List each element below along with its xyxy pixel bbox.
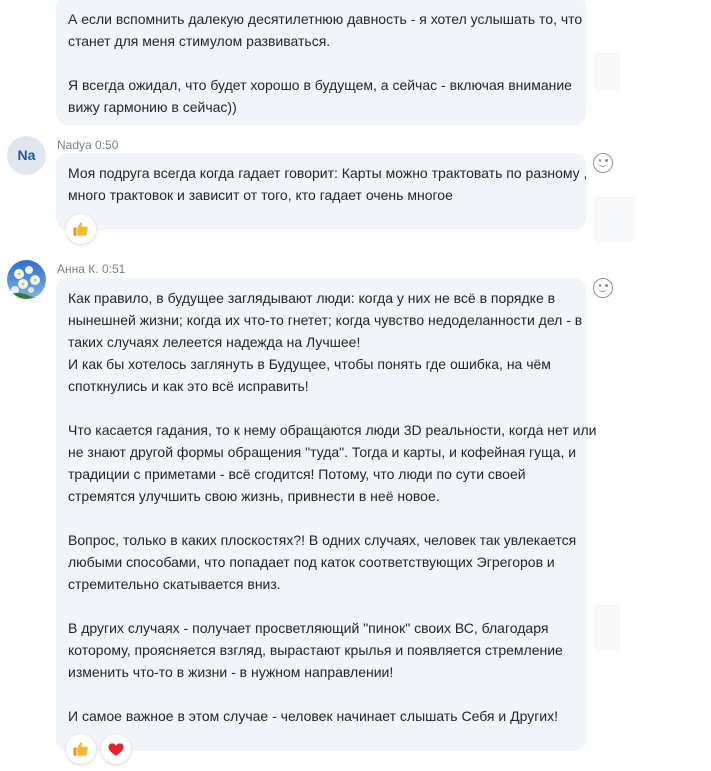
- message-line: [68, 507, 574, 529]
- message-line: И самое важное в этом случае - человек начинает слышать Себя и Других!: [68, 708, 559, 724]
- heart-icon: [107, 740, 125, 758]
- message-line: стремятся улучшить свою жизнь, привнести в неё новое.: [68, 488, 440, 504]
- message-line: стремительно скатывается вниз.: [68, 576, 281, 592]
- message-line: Я всегда ожидал, что будет хорошо в будущем, а сейчас - включая внимание: [68, 77, 572, 93]
- background-artifact: [594, 604, 620, 650]
- message-line: таких случаях лелеется надежда на Лучшее!: [68, 334, 361, 350]
- avatar-photo: [7, 260, 46, 299]
- message-line: [68, 397, 574, 419]
- message-line: А если вспомнить далекую десятилетнюю давность - я хотел услышать то, что: [68, 11, 583, 27]
- background-artifact: [594, 196, 634, 242]
- add-reaction-smiley-icon[interactable]: [593, 153, 613, 173]
- message-line: [68, 52, 574, 74]
- message-line: не знают другой формы обращения "туда". Тогда и карты, и кофейная гуща, и: [68, 444, 577, 460]
- author-name[interactable]: Анна К.: [57, 262, 99, 276]
- message-line: [68, 683, 574, 705]
- message-line: много трактовок и зависит от того, кто гадает очень многое: [68, 187, 453, 203]
- message-line: изменить что-то в жизни - в нужном направлении!: [68, 664, 394, 680]
- message-line: нынешней жизни; когда их что-то гнетет; когда чувство недоделанности дел - в: [68, 312, 583, 328]
- avatar[interactable]: [7, 260, 46, 299]
- message-time: 0:50: [95, 138, 119, 152]
- reaction-heart[interactable]: [101, 734, 131, 764]
- message-line: Как правило, в будущее заглядывают люди: когда у них не всё в порядке в: [68, 290, 556, 306]
- author-name[interactable]: Nadya: [57, 138, 92, 152]
- message-meta: [57, 262, 125, 276]
- message-line: традиции с приметами - всё сгодится! Потому, что люди по сути своей: [68, 466, 526, 482]
- message-line: Вопрос, только в каких плоскостях?! В одних случаях, человек так увлекается: [68, 532, 577, 548]
- message-line: И как бы хотелось заглянуть в Будущее, чтобы понять где ошибка, на чём: [68, 356, 551, 372]
- reaction-thumbs-up[interactable]: [66, 734, 96, 764]
- message-line: вижу гармонию в сейчас)): [68, 99, 237, 115]
- message-time: 0:51: [101, 262, 126, 276]
- message-line: станет для меня стимулом развиваться.: [68, 33, 331, 49]
- message-line: Моя подруга всегда когда гадает говорит: Карты можно трактовать по разному ,: [68, 165, 588, 181]
- message-meta: [57, 138, 118, 152]
- message-line: [68, 595, 574, 617]
- message-line: споткнулись и как это всё исправить!: [68, 378, 309, 394]
- message-bubble: [56, 0, 586, 125]
- avatar-initials: Na: [17, 147, 36, 163]
- message-line: любыми способами, что попадает под каток соответствующих Эгрегоров и: [68, 554, 555, 570]
- add-reaction-smiley-icon[interactable]: [593, 278, 613, 298]
- message-bubble: [56, 153, 586, 230]
- avatar[interactable]: [7, 136, 46, 175]
- thumbs-up-icon: [72, 740, 90, 758]
- background-artifact: [594, 52, 620, 90]
- reaction-thumbs-up[interactable]: [66, 214, 96, 244]
- message-line: Что касается гадания, то к нему обращаются люди 3D реальности, когда нет или: [68, 422, 597, 438]
- message-bubble: [56, 278, 597, 751]
- thumbs-up-icon: [72, 220, 90, 238]
- message-line: которому, проясняется взгляд, вырастают крылья и появляется стремление: [68, 642, 563, 658]
- message-line: В других случаях - получает просветляющий "пинок" своих ВС, благодаря: [68, 620, 549, 636]
